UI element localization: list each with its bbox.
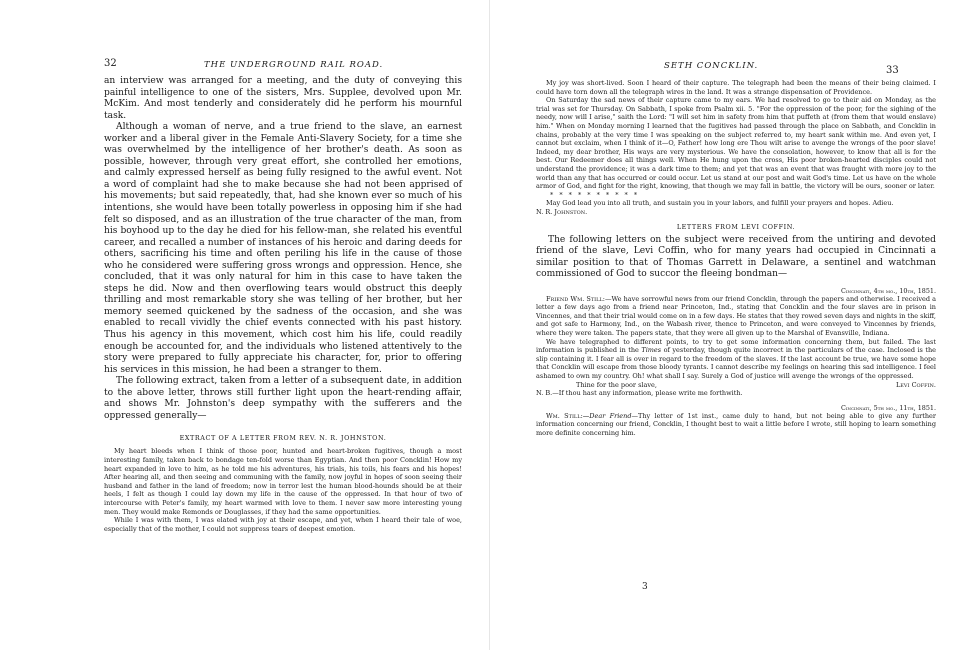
left-paragraph-3: The following extract, taken from a letter of a subsequent date, in addition to the above letter, throws still further light upon the heart-rending affair, and shows Mr. Johnston's deep sympathy with the sufferers and the oppressed generally—	[104, 376, 462, 421]
coffin-letter-2-paragraph	[536, 412, 936, 438]
coffin-postscript: N. B.—If thou hast any information, please write me forthwith.	[536, 389, 743, 398]
signature-mark-number: 3	[642, 582, 648, 592]
coffin-letter-1-text-a: We have telegraphed to different points, to try to get some information concerning them, but failed. The last information is published in the	[536, 337, 936, 355]
left-column	[104, 76, 462, 533]
salutation-1: Friend Wm. Still:	[546, 294, 605, 303]
coffin-heading: LETTERS FROM LEVI COFFIN.	[676, 222, 796, 231]
right-page	[490, 0, 980, 650]
extract-heading: EXTRACT OF A LETTER FROM REV. N. R. JOHNSTON.	[179, 434, 387, 443]
coffin-closing: Thine for the poor slave,	[576, 380, 657, 389]
section-break-stars: * * * * * * * * * *	[550, 190, 640, 199]
left-paragraph-1: an interview was arranged for a meeting, and the duty of conveying this painful intelligence to one of the sisters, Mrs. Supplee, devolved upon Mr. McKim. And most tenderly and considerately did he perform his mournful task.	[104, 76, 462, 121]
coffin-letter-1-text: —We have sorrowful news from our friend Concklin, through the papers and otherwise. I received a letter a few days ago from a friend near Princeton, Ind., stating that Concklin and the four slaves are in prison in Vincennes, and that their trial would come on in a few days. He states that they rowed seven days and nights in the skiff, and got safe to Harmony, Ind., on the Wabash river, thence to Princeton, and were conveyed to Vincennes by friends, where they were taken. The papers state, that they were all given up to the Marshal of Evansville, Indiana.	[536, 294, 936, 338]
dateline-2: Cincinnati, 5th mo., 11th, 1851.	[841, 403, 936, 412]
coffin-letter-2-text: —Thy letter of 1st inst., came duly to hand, but not being able to give any further information concerning our friend, Concklin, I thought best to wait a little before I wrote, still hoping to learn something more definite concerning him.	[536, 411, 936, 437]
left-paragraph-2: Although a woman of nerve, and a true friend to the slave, an earnest worker and a liberal giver in the Female Anti-Slavery Society, for a time she was overwhelmed by the intelligence of her brother's death. As soon as possible, however, through very great effort, she controlled her emotions, and calmly expressed herself as being fully resigned to the awful event. Not a word of complaint had she to make because she had not been apprised of his movements; but said repeatedly, that, had she known ever so much of his intentions, she would have been totally powerless in opposing him if she had felt so disposed, and as an illustration of the true character of the man, from his boyhood up to the day he died for his fellow-man, she related his eventful career, and recalled a number of instances of his heroic and daring deeds for others, sacrificing his time and often periling his life in the cause of those who he considered were suffering gross wrongs and oppression. Hence, she concluded, that it was only natural for him in this case to have taken the steps he did. Now and then overflowing tears would obstruct this deeply thrilling and most remarkable story she was telling of her brother, but her memory seemed quickened by the sadness of the occasion, and she was enabled to recall vividly the chief events connected with his past history. Thus his agency in this movement, which cost him his life, could readily enough be accounted for, and the individuals who listened attentively to the story were prepared to fully appreciate his character, for, prior to offering his services in this mission, he had been a stranger to them.	[104, 122, 462, 375]
coffin-closing-row	[536, 381, 936, 390]
extract-paragraph-2: While I was with them, I was elated with joy at their escape, and yet, when I heard their tale of woe, especially that of the mother, I could not suppress tears of deepest emotion.	[104, 516, 462, 533]
coffin-signature: Levi Coffin.	[895, 380, 936, 389]
coffin-letter-1-paragraph-2	[536, 338, 936, 381]
johnston-signature: N. R. Johnston.	[536, 207, 588, 216]
right-column	[536, 79, 936, 438]
times-newspaper-title: Times	[641, 346, 662, 355]
left-page-number: 32	[104, 58, 117, 69]
letter-paragraph-2: On Saturday the sad news of their capture came to my ears. We had resolved to go to their aid on Monday, as the trial was set for Thursday. On Sabbath, I spoke from Psalm xii. 5. "For the oppression of the poor, for the sighing of the needy, now will I arise," saith the Lord: "I will set him in safety from him that puffeth at (from them that would enslave) him." When on Monday morning I learned that the fugitives had passed through the place on Sabbath, and Concklin in chains, probably at the very time I was speaking on the subject referred to, my heart sank within me. And even yet, I cannot but exclaim, when I think of it—O, Father! how long ere Thou wilt arise to avenge the wrongs of the poor slave! Indeed, my dear brother, His ways are very mysterious. We have the consolation, however, to know that all is for the best. Our Redeemer does all things well. When He hung upon the cross, His poor broken-hearted disciples could not understand the providence; it was a dark time to them; and yet that was an event that was fraught with more joy to the world than any that has occurred or could occur. Let us stand at our post and wait God's time. Let us have on the whole armor of God, and fight for the right, knowing, that though we may fall in battle, the victory will be ours, sooner or later.	[536, 96, 936, 191]
left-running-head: THE UNDERGROUND RAIL ROAD.	[204, 60, 384, 70]
dear-friend-greeting: —Dear Friend	[582, 411, 632, 420]
dateline-1: Cincinnati, 4th mo., 10th, 1851.	[841, 286, 936, 295]
right-running-head: SETH CONCKLIN.	[664, 61, 759, 71]
coffin-letter-1-paragraph-1	[536, 295, 936, 338]
letter-paragraph-1: My joy was short-lived. Soon I heard of their capture. The telegraph had been the means of their being claimed. I could have torn down all the telegraph wires in the land. It was a strange dispensation of Providence.	[536, 79, 936, 96]
coffin-letter-1-text-b: of yesterday, though quite incorrect in the particulars of the case. Inclosed is the slip containing it. I fear all is over in regard to the freedom of the slaves. If the last account be true, we have some hope that Concklin will escape from those bloody tyrants. I cannot describe my feelings on hearing this sad intelligence. I feel ashamed to own my country. Oh! what shall I say. Surely a God of justice will avenge the wrongs of the oppressed.	[536, 346, 936, 381]
letter-paragraph-3: May God lead you into all truth, and sustain you in your labors, and fulfill your prayers and hopes. Adieu.	[546, 199, 894, 208]
right-page-number: 33	[886, 65, 899, 76]
coffin-intro: The following letters on the subject were received from the untiring and devoted friend of the slave, Levi Coffin, who for many years had occupied in Cincinnati a similar position to that of Thomas Garrett in Delaware, a sentinel and watchman commissioned of God to succor the fleeing bondman—	[536, 234, 936, 280]
extract-paragraph-1: My heart bleeds when I think of those poor, hunted and heart-broken fugitives, though a most interesting family, taken back to bondage ten-fold worse than Egyptian. And then poor Concklin! How my heart expanded in love to him, as he told me his adventures, his trials, his toils, his fears and his hopes! After hearing all, and then seeing and communing with the family, now joyful in hopes of soon seeing their husband and father in the land of freedom; now in terror lest the human blood-hounds should be at their heels, I felt as though I could lay down my life in the cause of the oppressed. In that hour of two of intercourse with Peter's family, my heart warmed with love to them. I never saw more interesting young men. They would make Remonds or Douglasses, if they had the same opportunities.	[104, 447, 462, 516]
salutation-2: Wm. Still:	[546, 411, 583, 420]
